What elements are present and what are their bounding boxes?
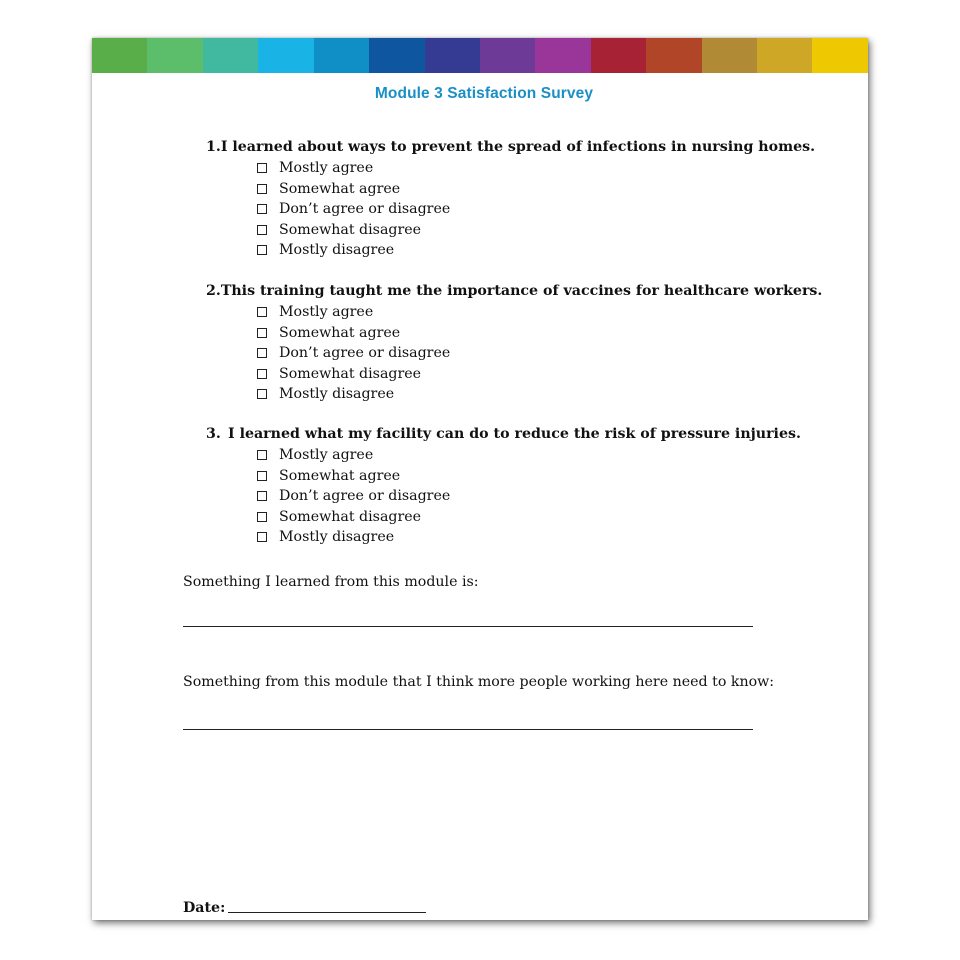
- option-label: Mostly disagree: [279, 242, 395, 259]
- option-label: Mostly disagree: [279, 386, 395, 403]
- checkbox-icon[interactable]: [257, 163, 267, 173]
- question-text: I learned what my facility can do to reduce the risk of pressure injuries.: [228, 426, 801, 442]
- option-label: Mostly agree: [279, 160, 374, 177]
- option-label: Mostly agree: [279, 304, 374, 321]
- answer-options: [206, 158, 806, 261]
- option-label: Don’t agree or disagree: [279, 488, 451, 505]
- option-neutral[interactable]: [206, 486, 806, 507]
- question-number: 2.: [206, 283, 221, 299]
- option-neutral[interactable]: [206, 199, 806, 220]
- checkbox-icon[interactable]: [257, 184, 267, 194]
- option-label: Mostly agree: [279, 447, 374, 464]
- option-label: Somewhat agree: [279, 324, 401, 341]
- color-stripe-segment: [92, 38, 147, 73]
- checkbox-icon[interactable]: [257, 389, 267, 399]
- question-text: This training taught me the importance of vaccines for healthcare workers.: [220, 283, 823, 299]
- option-mostly-disagree[interactable]: [206, 527, 806, 548]
- question-text: I learned about ways to prevent the spread of infections in nursing homes.: [220, 139, 816, 155]
- option-somewhat-disagree[interactable]: [206, 507, 806, 528]
- checkbox-icon[interactable]: [257, 532, 267, 542]
- checkbox-icon[interactable]: [257, 307, 267, 317]
- option-mostly-disagree[interactable]: [206, 384, 806, 405]
- question-3: [206, 423, 806, 548]
- color-stripe-segment: [480, 38, 535, 73]
- question-heading: [206, 280, 823, 302]
- option-mostly-agree[interactable]: [206, 445, 806, 466]
- option-mostly-agree[interactable]: [206, 158, 806, 179]
- color-stripe-segment: [203, 38, 258, 73]
- page-title: Module 3 Satisfaction Survey: [374, 85, 594, 102]
- color-stripe-segment: [147, 38, 202, 73]
- checkbox-icon[interactable]: [257, 491, 267, 501]
- option-label: Somewhat disagree: [279, 508, 422, 525]
- option-label: Somewhat agree: [279, 180, 401, 197]
- checkbox-icon[interactable]: [257, 450, 267, 460]
- survey-page: [92, 38, 868, 920]
- color-stripe-segment: [258, 38, 313, 73]
- option-label: Somewhat disagree: [279, 221, 422, 238]
- color-stripe-banner: [92, 38, 868, 73]
- option-somewhat-agree[interactable]: [206, 179, 806, 200]
- color-stripe-segment: [591, 38, 646, 73]
- question-heading: [206, 423, 806, 445]
- option-label: Somewhat disagree: [279, 365, 422, 382]
- answer-line-share[interactable]: [183, 729, 753, 730]
- color-stripe-segment: [369, 38, 424, 73]
- color-stripe-segment: [425, 38, 480, 73]
- open-question-learned: Something I learned from this module is:: [183, 574, 479, 590]
- date-field: [183, 900, 426, 916]
- color-stripe-segment: [702, 38, 757, 73]
- color-stripe-segment: [757, 38, 812, 73]
- option-label: Mostly disagree: [279, 529, 395, 546]
- checkbox-icon[interactable]: [257, 348, 267, 358]
- question-number: 3.: [206, 426, 221, 442]
- option-somewhat-agree[interactable]: [206, 323, 806, 344]
- answer-line-learned[interactable]: [183, 626, 753, 627]
- option-somewhat-disagree[interactable]: [206, 364, 806, 385]
- open-question-share: Something from this module that I think more people working here need to know:: [183, 674, 775, 690]
- checkbox-icon[interactable]: [257, 369, 267, 379]
- checkbox-icon[interactable]: [257, 328, 267, 338]
- answer-options: [206, 445, 806, 548]
- question-1: [206, 136, 816, 261]
- option-label: Somewhat agree: [279, 467, 401, 484]
- question-heading: [206, 136, 816, 158]
- checkbox-icon[interactable]: [257, 471, 267, 481]
- color-stripe-segment: [812, 38, 867, 73]
- color-stripe-segment: [646, 38, 701, 73]
- option-somewhat-agree[interactable]: [206, 466, 806, 487]
- answer-options: [206, 302, 806, 405]
- checkbox-icon[interactable]: [257, 204, 267, 214]
- checkbox-icon[interactable]: [257, 245, 267, 255]
- question-2: [206, 280, 823, 405]
- option-neutral[interactable]: [206, 343, 806, 364]
- checkbox-icon[interactable]: [257, 512, 267, 522]
- question-number: 1.: [206, 139, 221, 155]
- date-label: Date:: [183, 900, 226, 916]
- color-stripe-segment: [535, 38, 590, 73]
- option-somewhat-disagree[interactable]: [206, 220, 806, 241]
- option-label: Don’t agree or disagree: [279, 201, 451, 218]
- color-stripe-segment: [314, 38, 369, 73]
- option-mostly-agree[interactable]: [206, 302, 806, 323]
- option-mostly-disagree[interactable]: [206, 240, 806, 261]
- option-label: Don’t agree or disagree: [279, 345, 451, 362]
- checkbox-icon[interactable]: [257, 225, 267, 235]
- date-input-line[interactable]: [228, 912, 426, 913]
